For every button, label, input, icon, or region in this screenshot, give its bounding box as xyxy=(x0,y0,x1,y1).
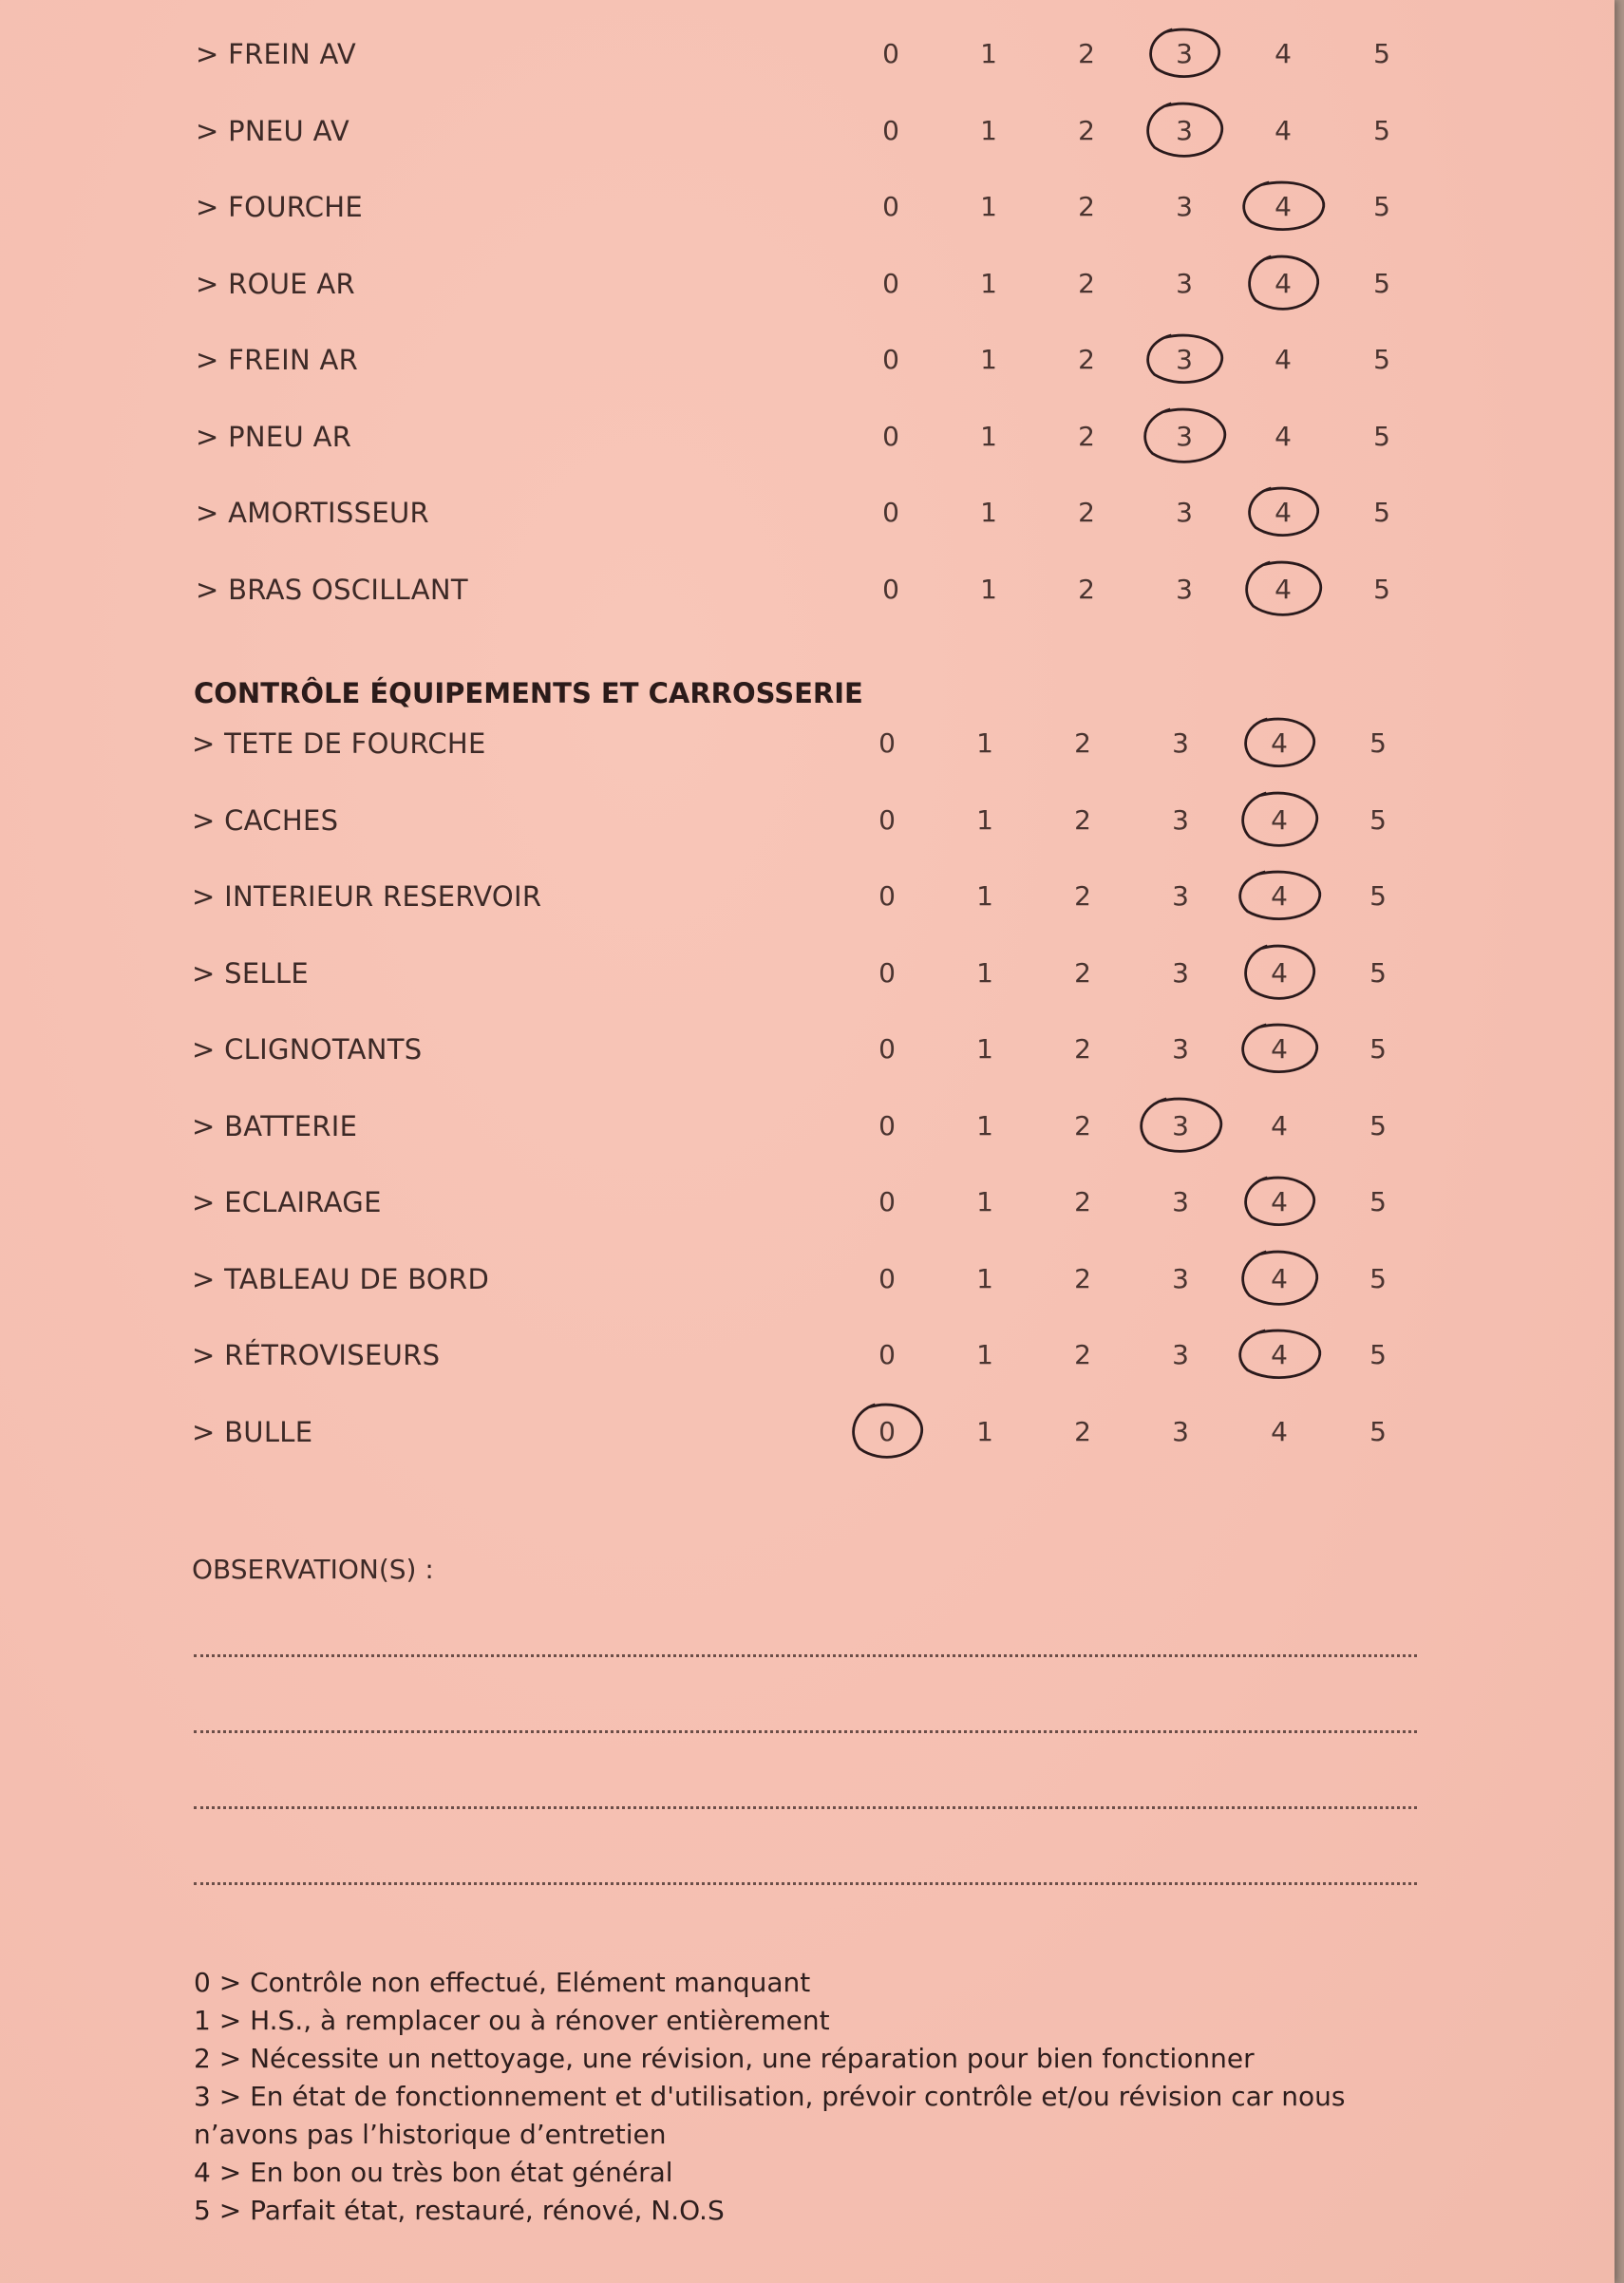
rating-option-3[interactable]: 3 xyxy=(1176,115,1193,146)
rating-legend xyxy=(194,1964,1428,2230)
rating-option-3[interactable]: 3 xyxy=(1172,957,1189,989)
rating-option-4[interactable]: 4 xyxy=(1275,115,1292,146)
rating-option-1[interactable]: 1 xyxy=(980,191,997,222)
rating-row-label: > PNEU AV xyxy=(196,115,349,147)
rating-option-5[interactable]: 5 xyxy=(1369,1110,1387,1142)
rating-option-0[interactable]: 0 xyxy=(882,115,899,146)
rating-option-4[interactable]: 4 xyxy=(1271,1033,1288,1065)
rating-option-0[interactable]: 0 xyxy=(878,727,896,759)
rating-option-0[interactable]: 0 xyxy=(882,268,899,299)
rating-option-0[interactable]: 0 xyxy=(878,804,896,836)
rating-option-4[interactable]: 4 xyxy=(1271,727,1288,759)
rating-option-5[interactable]: 5 xyxy=(1373,344,1390,375)
rating-option-2[interactable]: 2 xyxy=(1074,1416,1091,1447)
rating-row xyxy=(0,179,1615,236)
rating-option-1[interactable]: 1 xyxy=(980,268,997,299)
rating-option-1[interactable]: 1 xyxy=(980,421,997,452)
rating-option-2[interactable]: 2 xyxy=(1074,1110,1091,1142)
rating-option-4[interactable]: 4 xyxy=(1275,268,1292,299)
rating-row xyxy=(0,1327,1615,1384)
rating-row xyxy=(0,945,1615,1002)
rating-option-1[interactable]: 1 xyxy=(976,1339,993,1370)
rating-option-0[interactable]: 0 xyxy=(882,421,899,452)
rating-option-3[interactable]: 3 xyxy=(1172,1416,1189,1447)
rating-option-5[interactable]: 5 xyxy=(1373,38,1390,69)
rating-option-0[interactable]: 0 xyxy=(878,1186,896,1217)
rating-option-4[interactable]: 4 xyxy=(1275,421,1292,452)
rating-option-2[interactable]: 2 xyxy=(1078,421,1095,452)
rating-option-1[interactable]: 1 xyxy=(980,115,997,146)
legend-item: 3 > En état de fonctionnement et d'utilisation, prévoir contrôle et/ou révision car nous n’avons pas l’historique d’entretien xyxy=(194,2081,1346,2150)
rating-option-2[interactable]: 2 xyxy=(1074,1033,1091,1065)
rating-option-0[interactable]: 0 xyxy=(878,1263,896,1294)
rating-row xyxy=(0,103,1615,160)
rating-option-2[interactable]: 2 xyxy=(1078,268,1095,299)
rating-row-label: > AMORTISSEUR xyxy=(196,497,429,529)
rating-option-4[interactable]: 4 xyxy=(1275,344,1292,375)
section-title-equipment: CONTRÔLE ÉQUIPEMENTS ET CARROSSERIE xyxy=(194,677,863,709)
rating-row-label: > BATTERIE xyxy=(192,1110,358,1142)
rating-row-label: > TETE DE FOURCHE xyxy=(192,727,486,760)
rating-row-label: > ECLAIRAGE xyxy=(192,1186,382,1218)
rating-option-5[interactable]: 5 xyxy=(1373,497,1390,528)
rating-row xyxy=(0,1098,1615,1155)
rating-row xyxy=(0,331,1615,388)
rating-option-4[interactable]: 4 xyxy=(1275,497,1292,528)
rating-option-5[interactable]: 5 xyxy=(1373,115,1390,146)
rating-option-1[interactable]: 1 xyxy=(980,574,997,605)
rating-option-3[interactable]: 3 xyxy=(1176,574,1193,605)
rating-option-3[interactable]: 3 xyxy=(1176,421,1193,452)
rating-option-2[interactable]: 2 xyxy=(1078,115,1095,146)
rating-row xyxy=(0,1021,1615,1078)
rating-option-2[interactable]: 2 xyxy=(1078,191,1095,222)
rating-option-4[interactable]: 4 xyxy=(1271,1339,1288,1370)
rating-option-5[interactable]: 5 xyxy=(1369,880,1387,912)
rating-option-0[interactable]: 0 xyxy=(878,1033,896,1065)
rating-option-0[interactable]: 0 xyxy=(878,1416,896,1447)
rating-row xyxy=(0,561,1615,618)
rating-option-3[interactable]: 3 xyxy=(1176,268,1193,299)
rating-option-5[interactable]: 5 xyxy=(1369,1263,1387,1294)
rating-option-4[interactable]: 4 xyxy=(1275,191,1292,222)
rating-row xyxy=(0,1174,1615,1231)
rating-option-5[interactable]: 5 xyxy=(1369,957,1387,989)
observation-line[interactable] xyxy=(194,1806,1417,1809)
rating-option-5[interactable]: 5 xyxy=(1369,804,1387,836)
rating-row xyxy=(0,1251,1615,1308)
rating-option-1[interactable]: 1 xyxy=(976,804,993,836)
rating-option-3[interactable]: 3 xyxy=(1172,1263,1189,1294)
rating-option-1[interactable]: 1 xyxy=(976,880,993,912)
rating-option-1[interactable]: 1 xyxy=(976,957,993,989)
rating-option-1[interactable]: 1 xyxy=(976,1186,993,1217)
rating-option-3[interactable]: 3 xyxy=(1176,344,1193,375)
rating-option-4[interactable]: 4 xyxy=(1275,574,1292,605)
legend-item: 0 > Contrôle non effectué, Elément manquant xyxy=(194,1967,811,1998)
rating-row-label: > CLIGNOTANTS xyxy=(192,1033,423,1066)
rating-option-5[interactable]: 5 xyxy=(1373,574,1390,605)
rating-option-3[interactable]: 3 xyxy=(1172,1339,1189,1370)
rating-option-1[interactable]: 1 xyxy=(980,344,997,375)
legend-item: 4 > En bon ou très bon état général xyxy=(194,2157,673,2188)
rating-option-1[interactable]: 1 xyxy=(980,38,997,69)
rating-row-label: > FREIN AR xyxy=(196,344,359,376)
rating-row xyxy=(0,1404,1615,1461)
rating-option-1[interactable]: 1 xyxy=(976,1033,993,1065)
rating-option-1[interactable]: 1 xyxy=(976,727,993,759)
rating-option-2[interactable]: 2 xyxy=(1078,497,1095,528)
rating-option-2[interactable]: 2 xyxy=(1078,344,1095,375)
rating-option-4[interactable]: 4 xyxy=(1271,1416,1288,1447)
rating-option-2[interactable]: 2 xyxy=(1078,574,1095,605)
rating-option-5[interactable]: 5 xyxy=(1373,421,1390,452)
rating-option-5[interactable]: 5 xyxy=(1373,268,1390,299)
legend-item: 1 > H.S., à remplacer ou à rénover entièrement xyxy=(194,2005,830,2036)
rating-option-4[interactable]: 4 xyxy=(1271,1263,1288,1294)
rating-option-2[interactable]: 2 xyxy=(1078,38,1095,69)
rating-row xyxy=(0,715,1615,772)
rating-option-2[interactable]: 2 xyxy=(1074,1186,1091,1217)
rating-option-2[interactable]: 2 xyxy=(1074,727,1091,759)
rating-option-2[interactable]: 2 xyxy=(1074,1339,1091,1370)
rating-row-label: > INTERIEUR RESERVOIR xyxy=(192,880,542,913)
rating-row-label: > BULLE xyxy=(192,1416,313,1448)
rating-option-3[interactable]: 3 xyxy=(1176,497,1193,528)
rating-option-0[interactable]: 0 xyxy=(878,957,896,989)
rating-row-label: > BRAS OSCILLANT xyxy=(196,574,468,606)
rating-option-2[interactable]: 2 xyxy=(1074,1263,1091,1294)
rating-option-0[interactable]: 0 xyxy=(882,38,899,69)
rating-option-0[interactable]: 0 xyxy=(882,574,899,605)
observation-line[interactable] xyxy=(194,1730,1417,1733)
rating-option-3[interactable]: 3 xyxy=(1172,727,1189,759)
rating-option-2[interactable]: 2 xyxy=(1074,880,1091,912)
rating-option-1[interactable]: 1 xyxy=(980,497,997,528)
rating-option-0[interactable]: 0 xyxy=(882,344,899,375)
rating-option-3[interactable]: 3 xyxy=(1172,1110,1189,1142)
rating-option-4[interactable]: 4 xyxy=(1271,1110,1288,1142)
rating-option-2[interactable]: 2 xyxy=(1074,804,1091,836)
rating-row xyxy=(0,792,1615,849)
observation-line[interactable] xyxy=(194,1654,1417,1657)
rating-row-label: > RÉTROVISEURS xyxy=(192,1339,441,1371)
rating-option-5[interactable]: 5 xyxy=(1369,1339,1387,1370)
rating-option-4[interactable]: 4 xyxy=(1271,957,1288,989)
observations-label: OBSERVATION(S) : xyxy=(192,1554,434,1585)
rating-row-label: > ROUE AR xyxy=(196,268,355,300)
rating-row-label: > CACHES xyxy=(192,804,339,837)
rating-row xyxy=(0,408,1615,465)
rating-option-2[interactable]: 2 xyxy=(1074,957,1091,989)
rating-option-3[interactable]: 3 xyxy=(1176,38,1193,69)
rating-option-0[interactable]: 0 xyxy=(878,880,896,912)
legend-item: 5 > Parfait état, restauré, rénové, N.O.S xyxy=(194,2195,725,2226)
rating-option-5[interactable]: 5 xyxy=(1369,1186,1387,1217)
rating-row-label: > FOURCHE xyxy=(196,191,364,223)
rating-option-5[interactable]: 5 xyxy=(1373,191,1390,222)
rating-option-4[interactable]: 4 xyxy=(1271,804,1288,836)
rating-option-5[interactable]: 5 xyxy=(1369,727,1387,759)
rating-row-label: > FREIN AV xyxy=(196,38,356,70)
rating-option-3[interactable]: 3 xyxy=(1172,804,1189,836)
rating-option-1[interactable]: 1 xyxy=(976,1263,993,1294)
rating-row-label: > TABLEAU DE BORD xyxy=(192,1263,490,1295)
rating-option-3[interactable]: 3 xyxy=(1172,1186,1189,1217)
rating-option-0[interactable]: 0 xyxy=(878,1110,896,1142)
rating-option-0[interactable]: 0 xyxy=(882,497,899,528)
rating-option-1[interactable]: 1 xyxy=(976,1110,993,1142)
rating-option-0[interactable]: 0 xyxy=(882,191,899,222)
rating-option-0[interactable]: 0 xyxy=(878,1339,896,1370)
rating-option-4[interactable]: 4 xyxy=(1271,880,1288,912)
rating-row xyxy=(0,484,1615,541)
rating-option-3[interactable]: 3 xyxy=(1176,191,1193,222)
rating-row xyxy=(0,868,1615,925)
rating-option-3[interactable]: 3 xyxy=(1172,1033,1189,1065)
rating-option-3[interactable]: 3 xyxy=(1172,880,1189,912)
observation-line[interactable] xyxy=(194,1882,1417,1885)
rating-option-4[interactable]: 4 xyxy=(1271,1186,1288,1217)
rating-option-5[interactable]: 5 xyxy=(1369,1033,1387,1065)
rating-option-4[interactable]: 4 xyxy=(1275,38,1292,69)
rating-option-5[interactable]: 5 xyxy=(1369,1416,1387,1447)
rating-option-1[interactable]: 1 xyxy=(976,1416,993,1447)
rating-row xyxy=(0,255,1615,312)
legend-item: 2 > Nécessite un nettoyage, une révision, une réparation pour bien fonctionner xyxy=(194,2043,1255,2074)
rating-row-label: > PNEU AR xyxy=(196,421,352,453)
rating-row xyxy=(0,26,1615,83)
rating-row-label: > SELLE xyxy=(192,957,309,990)
